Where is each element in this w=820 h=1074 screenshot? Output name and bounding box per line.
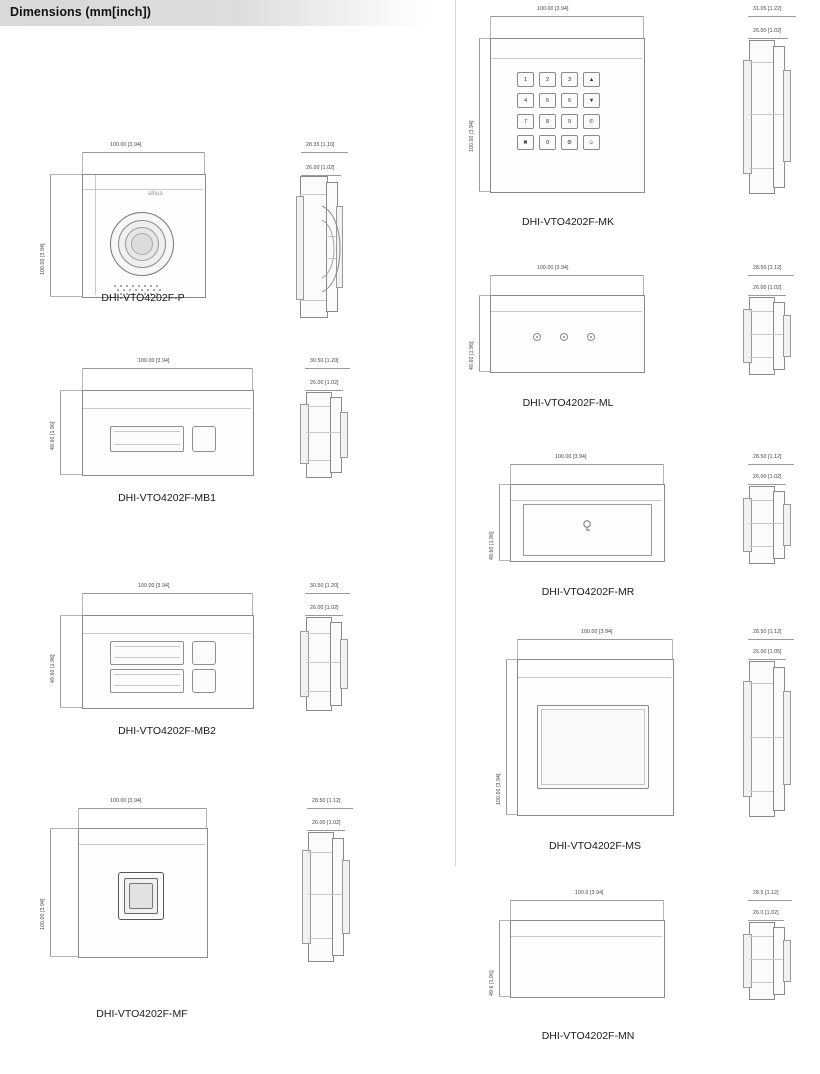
dim-inner-depth-mk: 26.00 [1.02]	[753, 28, 782, 34]
caption-vto4202f-mr: DHI-VTO4202F-MR	[541, 586, 635, 598]
side-view-mb2	[300, 617, 362, 709]
dim-inner-depth-ms: 26.00 [1.05]	[753, 649, 782, 655]
dim-height-mb2: 49.60 [1.96]	[50, 654, 56, 683]
dim-width-mk: 100.00 [3.94]	[537, 6, 569, 12]
figure-vto4202f-mk	[455, 0, 820, 250]
dim-height-ml: 49.60 [1.96]	[469, 341, 475, 370]
dim-width-p: 100.00 [3.94]	[110, 142, 142, 148]
dim-width-mr: 100.00 [3.94]	[555, 454, 587, 460]
caption-vto4202f-mb2: DHI-VTO4202F-MB2	[118, 725, 216, 737]
name-card-slot	[110, 641, 184, 665]
key-8[interactable]: 8	[539, 114, 556, 129]
key-2[interactable]: 2	[539, 72, 556, 87]
side-view-ml	[743, 297, 805, 373]
side-view-ms	[743, 661, 805, 815]
dim-height-mf: 100.00 [3.94]	[40, 898, 46, 930]
dim-depth-mb2: 30.50 [1.20]	[310, 583, 339, 589]
caption-vto4202f-ml: DHI-VTO4202F-ML	[522, 397, 614, 409]
dim-inner-depth-mb2: 26.00 [1.02]	[310, 605, 339, 611]
dim-inner-depth-mn: 26.0 [1.02]	[753, 910, 779, 916]
page-title: Dimensions (mm[inch])	[10, 5, 151, 19]
dim-depth-mf: 28.50 [1.12]	[312, 798, 341, 804]
caption-vto4202f-mk: DHI-VTO4202F-MK	[522, 216, 614, 228]
side-view-mr	[743, 486, 805, 562]
keypad[interactable]	[517, 72, 617, 172]
indicator-led	[587, 333, 595, 341]
figure-vto4202f-ml	[455, 255, 820, 420]
indicator-led	[533, 333, 541, 341]
dim-width-mb2: 100.00 [3.94]	[138, 583, 170, 589]
brand-logo: alhua	[148, 191, 163, 197]
caption-vto4202f-p: DHI-VTO4202F-P	[101, 292, 185, 304]
indicator-led	[560, 333, 568, 341]
dim-width-ms: 100.00 [3.94]	[581, 629, 613, 635]
dim-depth-mk: 31.05 [1.22]	[753, 6, 782, 12]
dim-height-p: 100.00 [3.94]	[40, 243, 46, 275]
key-9[interactable]: 9	[561, 114, 578, 129]
dim-width-mf: 100.00 [3.94]	[110, 798, 142, 804]
side-view-mn	[743, 922, 805, 998]
dim-height-mb1: 49.60 [1.96]	[50, 421, 56, 450]
dim-height-mn: 49.6 [1.96]	[489, 970, 495, 996]
dim-depth-mr: 28.50 [1.12]	[753, 454, 782, 460]
call-button[interactable]	[192, 426, 216, 452]
key-user-icon[interactable]: ☺	[583, 135, 600, 150]
figure-vto4202f-ms	[455, 615, 820, 865]
side-view-mk	[743, 40, 805, 192]
dim-inner-depth-ml: 26.00 [1.02]	[753, 285, 782, 291]
side-view-p	[296, 176, 356, 316]
figure-vto4202f-p	[0, 60, 455, 310]
side-view-mf	[302, 832, 364, 960]
name-card-slot	[110, 426, 184, 452]
front-view-mn	[510, 920, 665, 998]
dim-depth-p: 28.35 [1.10]	[306, 142, 335, 148]
key-call-icon[interactable]: ✆	[583, 114, 600, 129]
key-0[interactable]: 0	[539, 135, 556, 150]
key-4[interactable]: 4	[517, 93, 534, 108]
key-7[interactable]: 7	[517, 114, 534, 129]
dim-depth-mn: 28.5 [1.12]	[753, 890, 779, 896]
caption-vto4202f-ms: DHI-VTO4202F-MS	[549, 840, 641, 852]
figure-vto4202f-mb2	[0, 565, 455, 755]
call-button[interactable]	[192, 641, 216, 665]
dim-depth-mb1: 30.50 [1.20]	[310, 358, 339, 364]
dim-height-ms: 100.00 [3.94]	[496, 773, 502, 805]
figure-vto4202f-mr	[455, 440, 820, 610]
dim-inner-depth-mr: 26.00 [1.02]	[753, 474, 782, 480]
dim-depth-ms: 28.50 [1.12]	[753, 629, 782, 635]
key-up[interactable]: ▲	[583, 72, 600, 87]
dim-width-mn: 100.0 [3.94]	[575, 890, 604, 896]
dim-inner-depth-p: 26.00 [1.02]	[306, 165, 335, 171]
dim-inner-depth-mb1: 26.00 [1.02]	[310, 380, 339, 386]
key-settings-icon[interactable]: ⚙	[561, 135, 578, 150]
dim-height-mr: 49.60 [1.96]	[489, 531, 495, 560]
side-view-mb1	[300, 392, 362, 476]
key-1[interactable]: 1	[517, 72, 534, 87]
dim-height-mk: 100.00 [3.94]	[469, 120, 475, 152]
name-card-slot	[110, 669, 184, 693]
caption-vto4202f-mn: DHI-VTO4202F-MN	[541, 1030, 635, 1042]
key-icon	[582, 520, 591, 531]
figure-vto4202f-mb1	[0, 340, 455, 520]
figure-vto4202f-mn	[455, 880, 820, 1060]
fingerprint-sensor	[129, 883, 153, 909]
dim-width-ml: 100.00 [3.94]	[537, 265, 569, 271]
caption-vto4202f-mf: DHI-VTO4202F-MF	[96, 1008, 188, 1020]
key-down[interactable]: ▼	[583, 93, 600, 108]
camera-lens-core	[131, 233, 153, 255]
lens-profile	[320, 206, 354, 292]
key-3[interactable]: 3	[561, 72, 578, 87]
figure-vto4202f-mf	[0, 780, 455, 1040]
key-6[interactable]: 6	[561, 93, 578, 108]
key-5[interactable]: 5	[539, 93, 556, 108]
key-cancel-icon[interactable]: ✖	[517, 135, 534, 150]
call-button[interactable]	[192, 669, 216, 693]
dim-inner-depth-mf: 26.00 [1.02]	[312, 820, 341, 826]
caption-vto4202f-mb1: DHI-VTO4202F-MB1	[118, 492, 216, 504]
front-view-ml	[490, 295, 645, 373]
lcd-screen-inner	[541, 709, 645, 785]
dim-depth-ml: 28.50 [1.12]	[753, 265, 782, 271]
dim-width-mb1: 100.00 [3.94]	[138, 358, 170, 364]
